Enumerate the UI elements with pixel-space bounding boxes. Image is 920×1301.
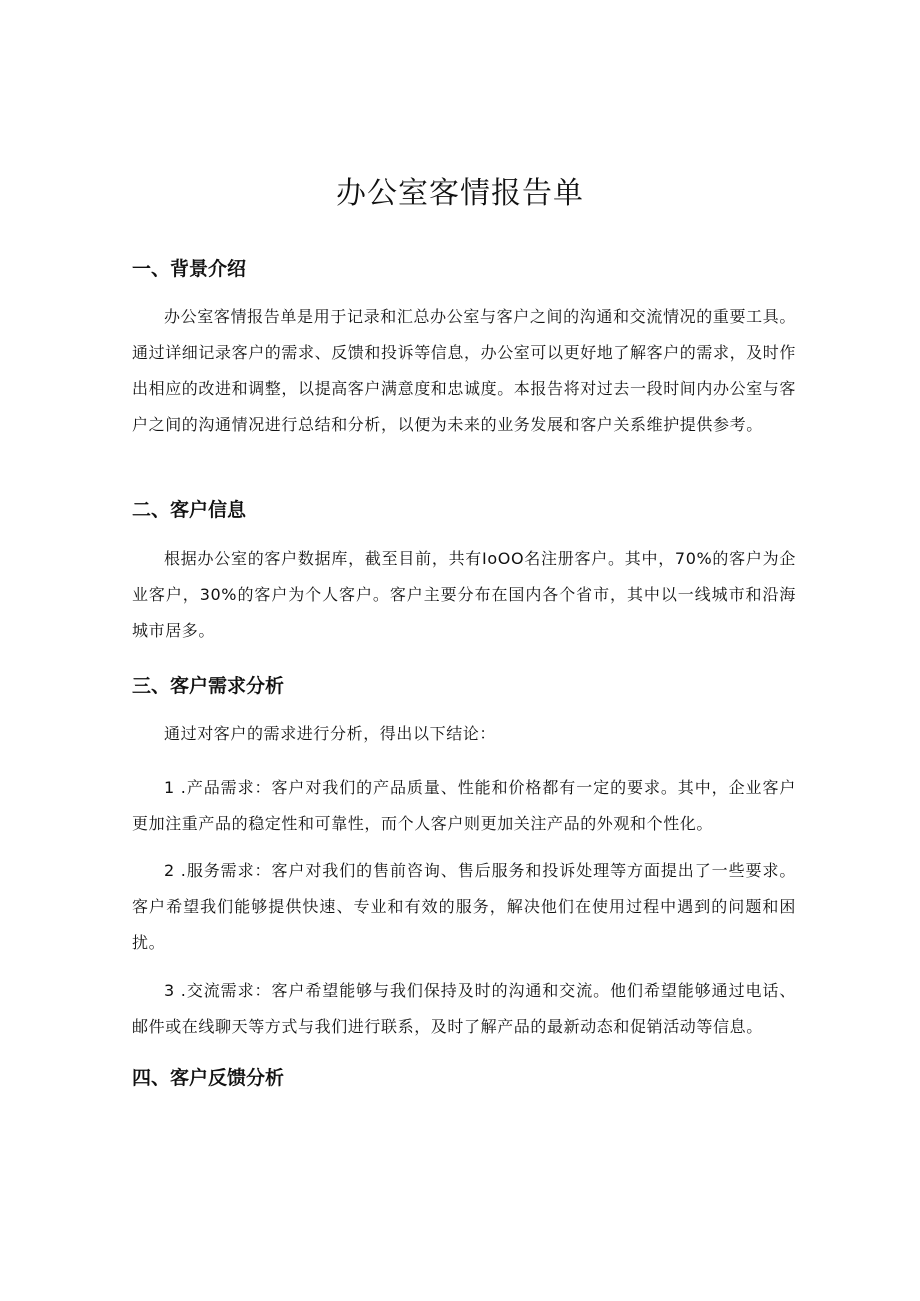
section-heading-background: 一、背景介绍 <box>132 258 247 280</box>
section-heading-needs-analysis: 三、客户需求分析 <box>132 675 285 697</box>
paragraph-needs-intro: 通过对客户的需求进行分析，得出以下结论： <box>164 724 497 743</box>
paragraph-need-product: 1 .产品需求：客户对我们的产品质量、性能和价格都有一定的要求。其中，企业客户更加注重产品的稳定性和可靠性，而个人客户则更加关注产品的外观和个性化。 <box>132 778 796 833</box>
paragraph-need-communication: 3 .交流需求：客户希望能够与我们保持及时的沟通和交流。他们希望能够通过电话、邮件或在线聊天等方式与我们进行联系，及时了解产品的最新动态和促销活动等信息。 <box>132 981 796 1036</box>
document-title: 办公室客情报告单 <box>336 176 584 211</box>
paragraph-background: 办公室客情报告单是用于记录和汇总办公室与客户之间的沟通和交流情况的重要工具。通过详细记录客户的需求、反馈和投诉等信息，办公室可以更好地了解客户的需求，及时作出相应的改进和调整，以提高客户满意度和忠诚度。本报告将对过去一段时间内办公室与客户之间的沟通情况进行总结和分析，以便为未来的业务发展和客户关系维护提供参考。 <box>132 307 797 434</box>
section-heading-feedback-analysis: 四、客户反馈分析 <box>132 1067 285 1089</box>
paragraph-need-service: 2 .服务需求：客户对我们的售前咨询、售后服务和投诉处理等方面提出了一些要求。客户希望我们能够提供快速、专业和有效的服务，解决他们在使用过程中遇到的问题和困扰。 <box>132 861 796 952</box>
section-heading-customer-info: 二、客户信息 <box>132 499 247 521</box>
paragraph-customer-info: 根据办公室的客户数据库，截至目前，共有IoOO名注册客户。其中，70%的客户为企业客户，30%的客户为个人客户。客户主要分布在国内各个省市，其中以一线城市和沿海城市居多。 <box>132 549 796 640</box>
